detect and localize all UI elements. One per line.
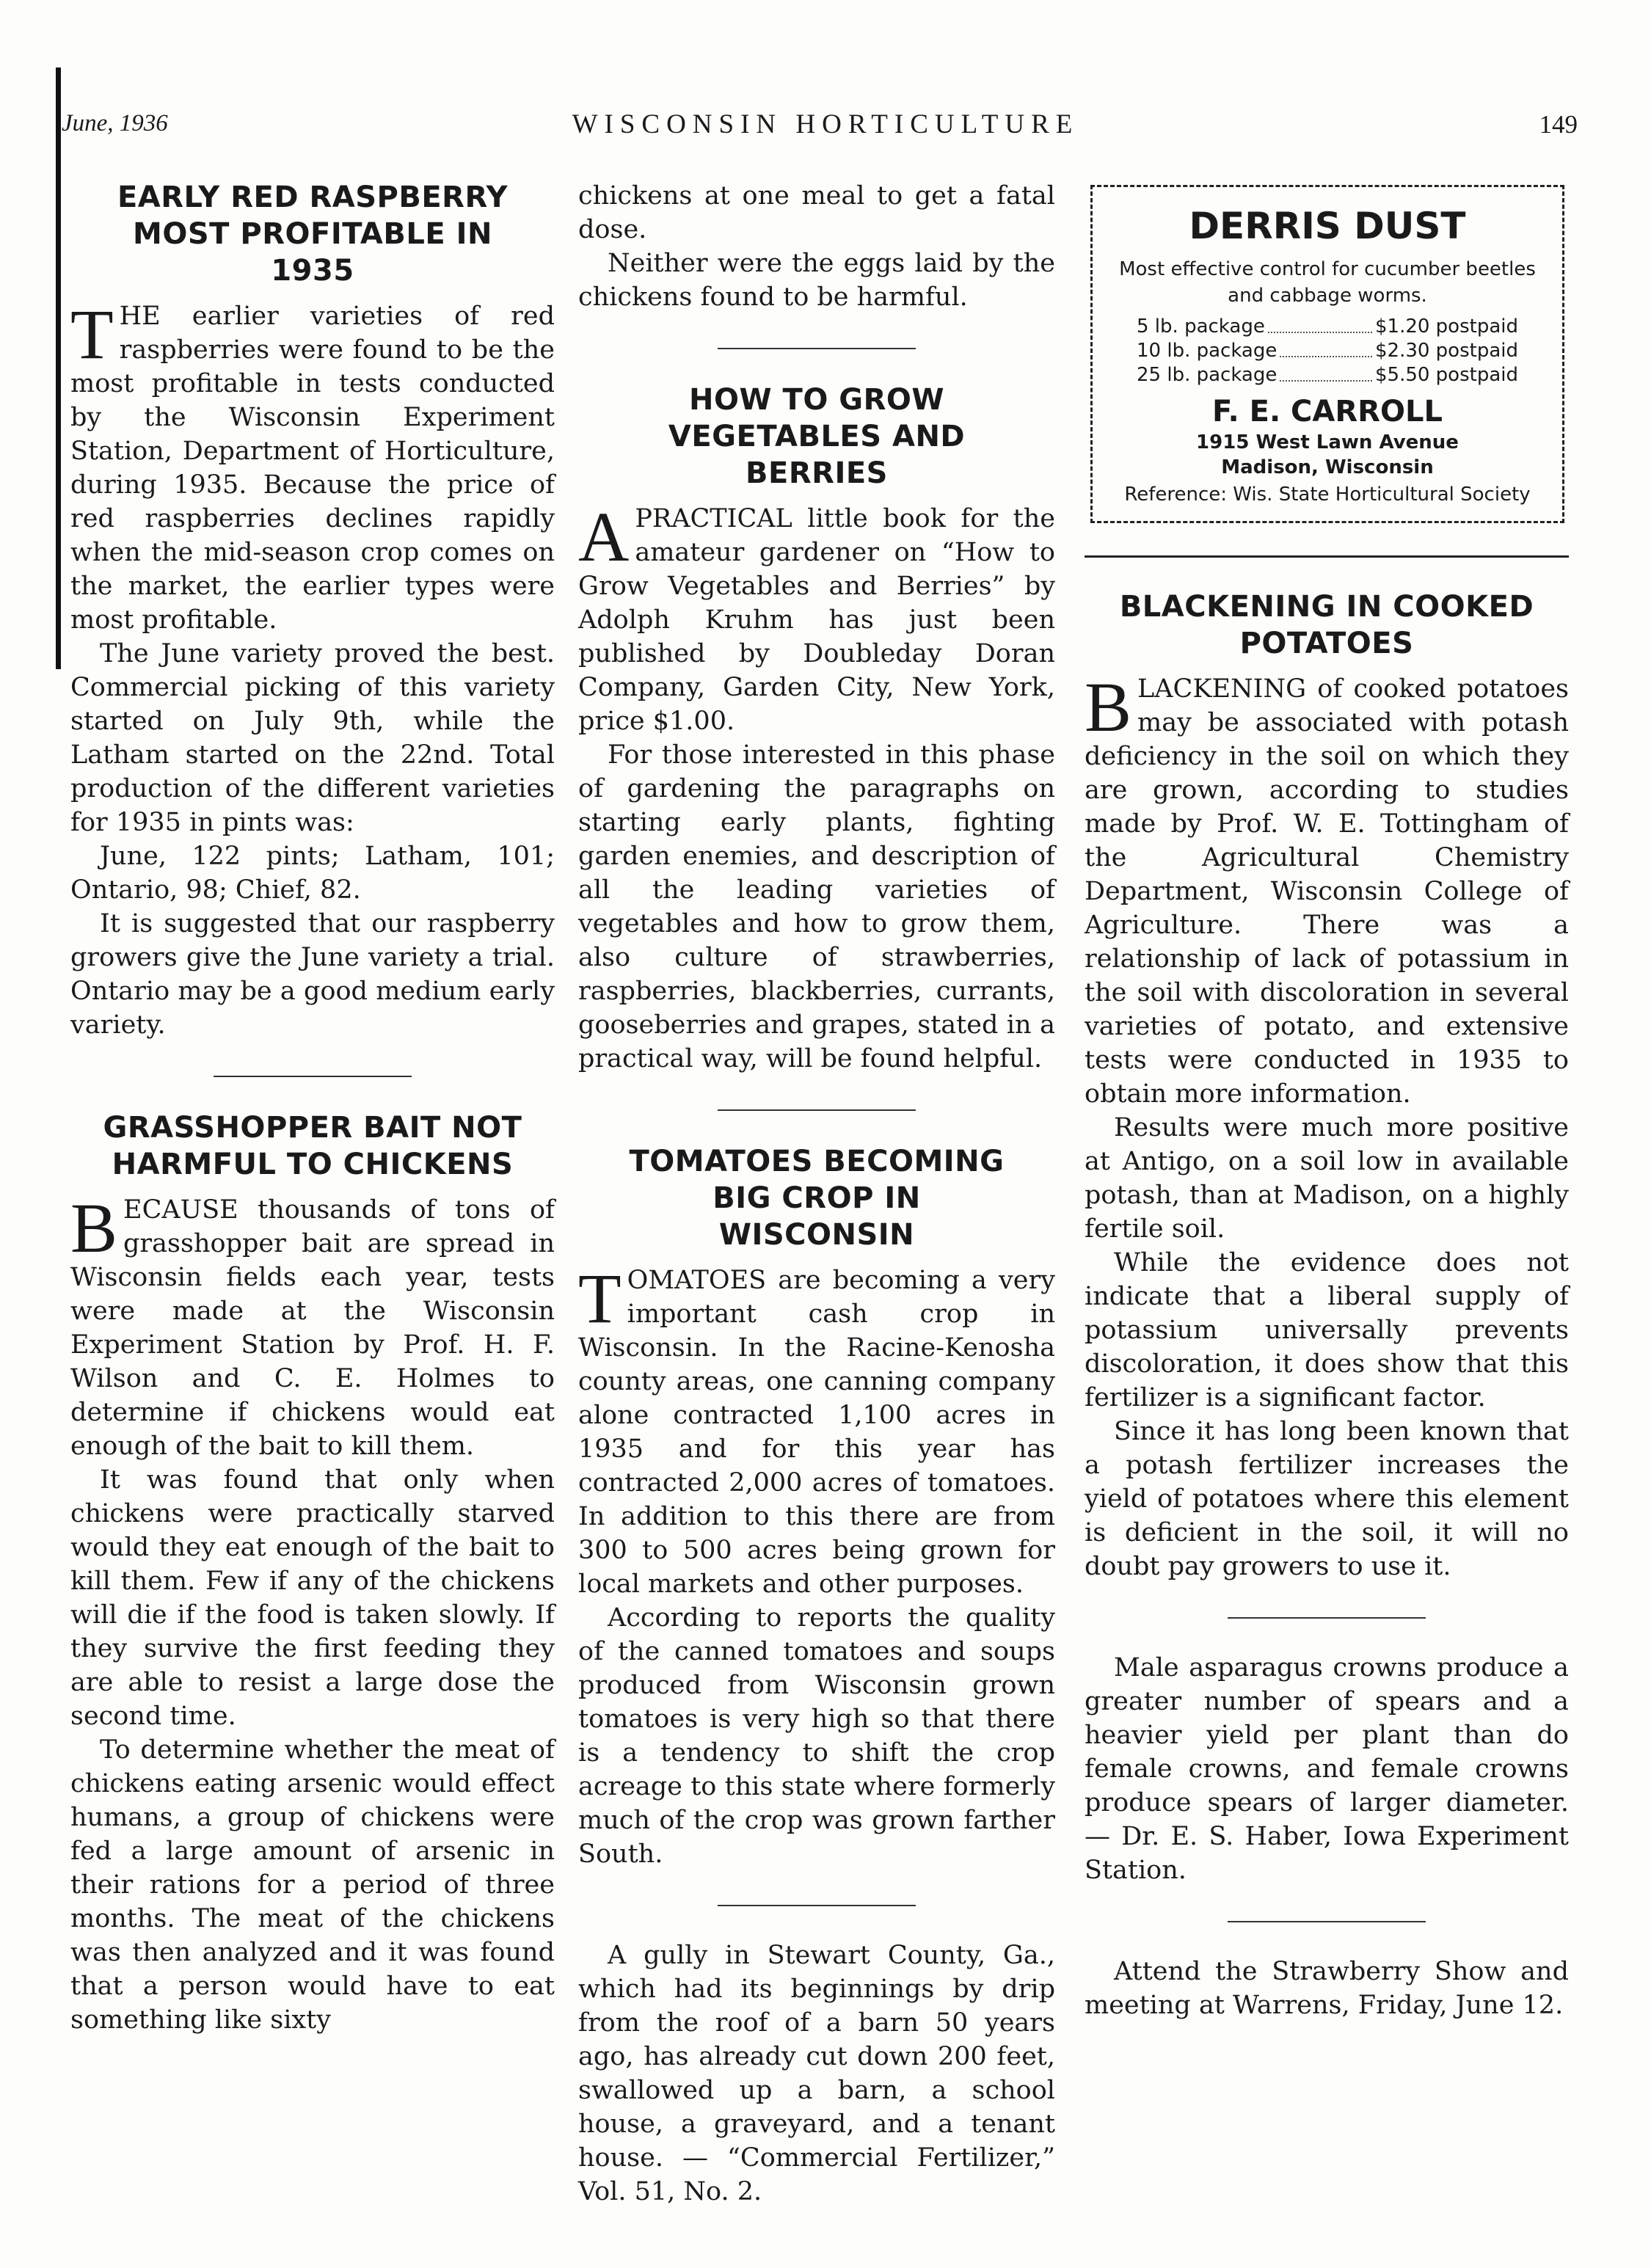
article-vegetables [578,382,1055,1076]
ad-reference: Reference: Wis. State Horticultural Society [1124,484,1531,506]
article-heading: BLACKENING IN COOKED POTATOES [1119,590,1534,660]
column-3 [1085,179,1569,2022]
issue-date: June, 1936 [62,110,168,136]
article-paragraph: June, 122 pints; Latham, 101; Ontario, 98; Chief, 82. [70,842,555,905]
article-blackening [1085,588,1569,1583]
article-paragraph: The June variety proved the best. Commercial picking of this variety started on July 9th, while the Latham started on the 22nd. Total production of the different varieties for 1935 in pints was: [70,639,555,837]
drop-cap: B [1085,668,1132,746]
article-paragraph: It was found that only when chickens were practically starved would they eat enough of the bait to kill them. Few if any of the chickens will die if the food is taken slowly. If they survive the first feeding they are able to resist a large dose the second time. [70,1465,555,1731]
article-paragraph: A gully in Stewart County, Ga., which had its beginnings by drip from the roof of a barn 50 years ago, has already cut down 200 feet, swallowed up a barn, a school house, a graveyard, and a tenant house. — “Commercial Fertilizer,” Vol. 51, No. 2. [578,1941,1055,2206]
divider-rule [718,1905,916,1906]
column-1 [70,179,555,2037]
article-paragraph: TOMATOES are becoming a very important cash crop in Wisconsin. In the Racine-Kenosha county areas, one canning company alone contracted 1,100 acres in 1935 and for this year has contracted 2,000 acres of tomatoes. In addition to this there are from 300 to 500 acres being grown for local markets and other purposes. [578,1259,1055,1599]
running-head [0,0,1651,147]
article-heading: HOW TO GROW VEGETABLES AND BERRIES [668,383,966,490]
margin-rule [56,68,61,669]
article-gully [578,1939,1055,2209]
article-grasshopper [70,1109,555,2037]
price-row: 5 lb. package $1.20 postpaid [1137,316,1518,338]
article-paragraph: chickens at one meal to get a fatal dose. [578,181,1055,244]
ad-price-list [1137,315,1518,387]
article-paragraph: For those interested in this phase of gardening the paragraphs on starting early plants, fighting garden enemies, and description of all the leading varieties of vegetables and how to grow them, also culture of strawberries, raspberries, blackberries, currants, gooseberries and grapes, stated in a practical way, will be found helpful. [578,740,1055,1073]
price-row: 25 lb. package $5.50 postpaid [1137,364,1518,386]
divider-rule [1085,555,1569,558]
article-tomatoes [578,1143,1055,1871]
article-paragraph: Results were much more positive at Antigo, on a soil low in available potash, than at Madison, on a highly fertile soil. [1085,1113,1569,1244]
article-paragraph: BLACKENING of cooked potatoes may be associated with potash deficiency in the soil on which they are grown, according to studies made by Prof. W. E. Tottingham of the Agricultural Chemistry Department, Wisconsin College of Agriculture. There was a relationship of lack of potassium in the soil with discoloration in several varieties of potato, and extensive tests were conducted in 1935 to obtain more information. [1085,668,1569,1109]
article-paragraph: It is suggested that our raspberry growers give the June variety a trial. Ontario may be a good medium early variety. [70,909,555,1040]
article-paragraph: According to reports the quality of the canned tomatoes and soups produced from Wisconsin grown tomatoes is very high so that there is a tendency to shift the crop acreage to this state where formerly much of the crop was grown farther South. [578,1603,1055,1869]
divider-rule [214,1076,412,1077]
article-paragraph: BECAUSE thousands of tons of grasshopper bait are spread in Wisconsin fields each year, tests were made at the Wisconsin Experiment Station by Prof. H. F. Wilson and C. E. Holmes to determine if chickens would eat enough of the bait to kill them. [70,1189,555,1461]
article-paragraph: APRACTICAL little book for the amateur gardener on “How to Grow Vegetables and Berries” by Adolph Kruhm has just been published by Doubleday Doran Company, Garden City, New York, price $1.00. [578,497,1055,736]
ad-address-street: 1915 West Lawn Avenue [1196,431,1459,453]
ad-description: Most effective control for cucumber beetles and cabbage worms. [1119,258,1536,307]
derris-dust-advertisement [1090,185,1564,523]
drop-cap: T [70,295,114,373]
article-paragraph: Neither were the eggs laid by the chickens found to be harmful. [578,249,1055,312]
price-row: 10 lb. package $2.30 postpaid [1137,340,1518,362]
divider-rule [1228,1617,1426,1619]
publication-title: WISCONSIN HORTICULTURE [572,109,1079,139]
ad-seller-name: F. E. CARROLL [1212,395,1443,429]
drop-cap: A [578,497,630,576]
divider-rule [718,348,916,349]
drop-cap: T [578,1259,622,1338]
column-2 [578,179,1055,2209]
article-heading: GRASSHOPPER BAIT NOT HARMFUL TO CHICKENS [103,1111,522,1181]
article-raspberry [70,179,555,1042]
article-asparagus [1085,1651,1569,1887]
drop-cap: B [70,1189,118,1267]
divider-rule [1228,1921,1426,1922]
article-heading: EARLY RED RASPBERRY MOST PROFITABLE IN 1935 [117,181,509,288]
ad-address-city: Madison, Wisconsin [1221,456,1434,478]
article-heading: TOMATOES BECOMING BIG CROP IN WISCONSIN [629,1145,1005,1252]
article-paragraph: THE earlier varieties of red raspberries were found to be the most profitable in tests conducted by the Wisconsin Experiment Station, Department of Horticulture, during 1935. Because the price of red raspberries declines rapidly when the mid-season crop comes on the market, the earlier types were most profitable. [70,295,555,635]
article-paragraph: Attend the Strawberry Show and meeting at Warrens, Friday, June 12. [1085,1957,1569,2020]
article-paragraph: To determine whether the meat of chickens eating arsenic would effect humans, a group of chickens were fed a large amount of arsenic in their rations for a period of three months. The meat of the chickens was then analyzed and it was found that a person would have to eat something like sixty [70,1735,555,2035]
divider-rule [718,1109,916,1111]
page-number: 149 [1539,110,1578,139]
article-paragraph: While the evidence does not indicate that a liberal supply of potassium universally prevents discoloration, it does show that this fertilizer is a significant factor. [1085,1248,1569,1412]
ad-title: DERRIS DUST [1189,205,1466,247]
notice-strawberry-show [1085,1955,1569,2022]
article-paragraph: Since it has long been known that a potash fertilizer increases the yield of potatoes where this element is deficient in the soil, it will no doubt pay growers to use it. [1085,1417,1569,1581]
article-paragraph: Male asparagus crowns produce a greater number of spears and a heavier yield per plant than do female crowns, and female crowns produce spears of larger diameter. — Dr. E. S. Haber, Iowa Experiment Station. [1085,1653,1569,1885]
